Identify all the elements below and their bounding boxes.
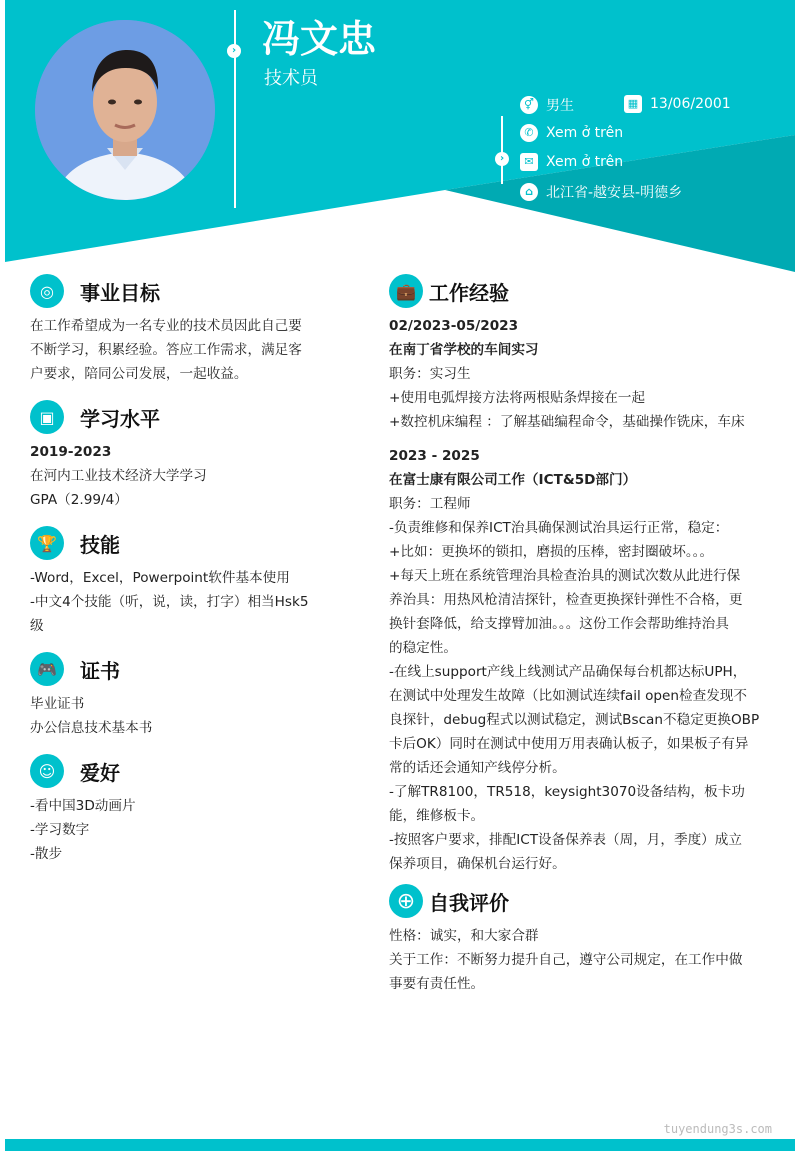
hobby-line: -散步	[30, 846, 63, 862]
section-self-evaluation	[389, 884, 769, 996]
job-entry	[389, 314, 769, 434]
section-hobbies	[30, 754, 350, 866]
briefcase-icon: 💼	[389, 274, 423, 308]
evaluation-line: 性格：诚实，和大家合群	[389, 928, 539, 944]
job-company: 在富士康有限公司工作（ICT&5D部门）	[389, 472, 637, 488]
job-line: 常的话还会通知产线停分析。	[389, 760, 566, 776]
section-title: 技能	[80, 532, 120, 557]
section-skills	[30, 526, 350, 638]
mail-icon: ✉	[520, 153, 538, 171]
job-line: +使用电弧焊接方法将两根贴条焊接在一起	[389, 390, 646, 406]
target-icon: ◎	[30, 274, 64, 308]
phone-text: Xem ở trên	[546, 125, 624, 141]
evaluation-line: 关于工作：不断努力提升自己，遵守公司规定，在工作中做	[389, 952, 743, 968]
job-entry	[389, 444, 769, 876]
candidate-role: 技术员	[264, 68, 318, 89]
header-divider	[234, 10, 236, 208]
job-line: 良探针，debug程式以测试稳定，测试Bscan不稳定更换OBP	[389, 712, 760, 728]
section-title: 学习水平	[80, 406, 160, 431]
person-icon: ☺	[30, 754, 64, 788]
avatar	[35, 20, 215, 200]
section-title: 证书	[80, 658, 120, 683]
job-company: 在南丁省学校的车间实习	[389, 342, 539, 358]
profile-photo	[35, 20, 215, 200]
section-title: 爱好	[80, 760, 120, 785]
certificate-line: 办公信息技术基本书	[30, 720, 153, 736]
home-icon: ⌂	[520, 183, 538, 201]
job-line: 职务：实习生	[389, 366, 471, 382]
candidate-name: 冯文忠	[262, 17, 377, 61]
footer-bar	[5, 1139, 795, 1151]
job-line: -了解TR8100，TR518，keysight3070设备结构，板卡功	[389, 784, 745, 800]
birthday-text: 13/06/2001	[650, 96, 731, 112]
job-line: -负责维修和保养ICT治具确保测试治具运行正常，稳定：	[389, 520, 729, 536]
job-line: 卡后OK）同时在测试中使用万用表确认板子，如果板子有异	[389, 736, 749, 752]
trophy-icon: 🏆	[30, 526, 64, 560]
section-certificates	[30, 652, 350, 740]
job-line: +数控机床编程 ：了解基础编程命令，基础操作铣床，车床	[389, 414, 745, 430]
address-info	[520, 182, 682, 202]
address-text: 北江省-越安县-明德乡	[546, 185, 683, 201]
job-line: 养治具：用热风枪清洁探针，检查更换探针弹性不合格，更	[389, 592, 743, 608]
education-period: 2019-2023	[30, 444, 112, 460]
birthday-info	[624, 95, 731, 113]
left-column	[30, 274, 350, 866]
contact-divider	[501, 116, 503, 184]
job-line: 职务：工程师	[389, 496, 471, 512]
plus-icon: ⊕	[389, 884, 423, 918]
section-title: 工作经验	[429, 280, 509, 305]
hobby-line: -学习数字	[30, 822, 90, 838]
education-line: 在河内工业技术经济大学学习	[30, 468, 207, 484]
section-objective	[30, 274, 350, 386]
objective-line: 不断学习，积累经验。答应工作需求，满足客	[30, 342, 302, 358]
gamepad-icon: 🎮	[30, 652, 64, 686]
education-icon: ▣	[30, 400, 64, 434]
gender-info	[520, 95, 574, 115]
section-title: 自我评价	[429, 890, 509, 915]
job-line: 保养项目，确保机台运行好。	[389, 856, 566, 872]
phone-info	[520, 124, 623, 142]
hobby-line: -看中国3D动画片	[30, 798, 136, 814]
objective-line: 在工作希望成为一名专业的技术员因此自己要	[30, 318, 302, 334]
email-text: Xem ở trên	[546, 154, 624, 170]
job-line: 的稳定性。	[389, 640, 457, 656]
evaluation-line: 事要有责任性。	[389, 976, 485, 992]
job-line: 能，维修板卡。	[389, 808, 485, 824]
section-education	[30, 400, 350, 512]
job-line: +每天上班在系统管理治具检查治具的测试次数从此进行保	[389, 568, 741, 584]
job-period: 02/2023-05/2023	[389, 318, 519, 334]
education-line: GPA（2.99/4）	[30, 492, 128, 508]
skills-line: 级	[30, 618, 44, 634]
skills-line: -中文4个技能（听，说，读，打字）相当Hsk5	[30, 594, 309, 610]
objective-line: 户要求，陪同公司发展，一起收益。	[30, 366, 248, 382]
calendar-icon: ▦	[624, 95, 642, 113]
job-line: 换针套降低，给支撑臂加油。。。这份工作会帮助维持治具	[389, 616, 729, 632]
chevron-right-icon: ›	[227, 44, 241, 58]
skills-line: -Word，Excel，Powerpoint软件基本使用	[30, 570, 290, 586]
gender-icon: ⚥	[520, 96, 538, 114]
section-experience	[389, 274, 769, 876]
right-column	[389, 274, 769, 996]
email-info	[520, 153, 623, 171]
job-line: 在测试中处理发生故障（比如测试连续fail open检查发现不	[389, 688, 747, 704]
job-line: +比如：更换坏的锁扣，磨损的压棒，密封圈破坏。。。	[389, 544, 714, 560]
chevron-right-icon: ›	[495, 152, 509, 166]
watermark: tuyendung3s.com	[663, 1122, 772, 1136]
job-period: 2023 - 2025	[389, 448, 480, 464]
job-line: -按照客户要求，排配ICT设备保养表（周，月，季度）成立	[389, 832, 742, 848]
phone-icon: ✆	[520, 124, 538, 142]
certificate-line: 毕业证书	[30, 696, 85, 712]
section-title: 事业目标	[80, 280, 160, 305]
job-line: -在线上support产线上线测试产品确保每台机都达标UPH，	[389, 664, 747, 680]
gender-text: 男生	[546, 98, 574, 114]
